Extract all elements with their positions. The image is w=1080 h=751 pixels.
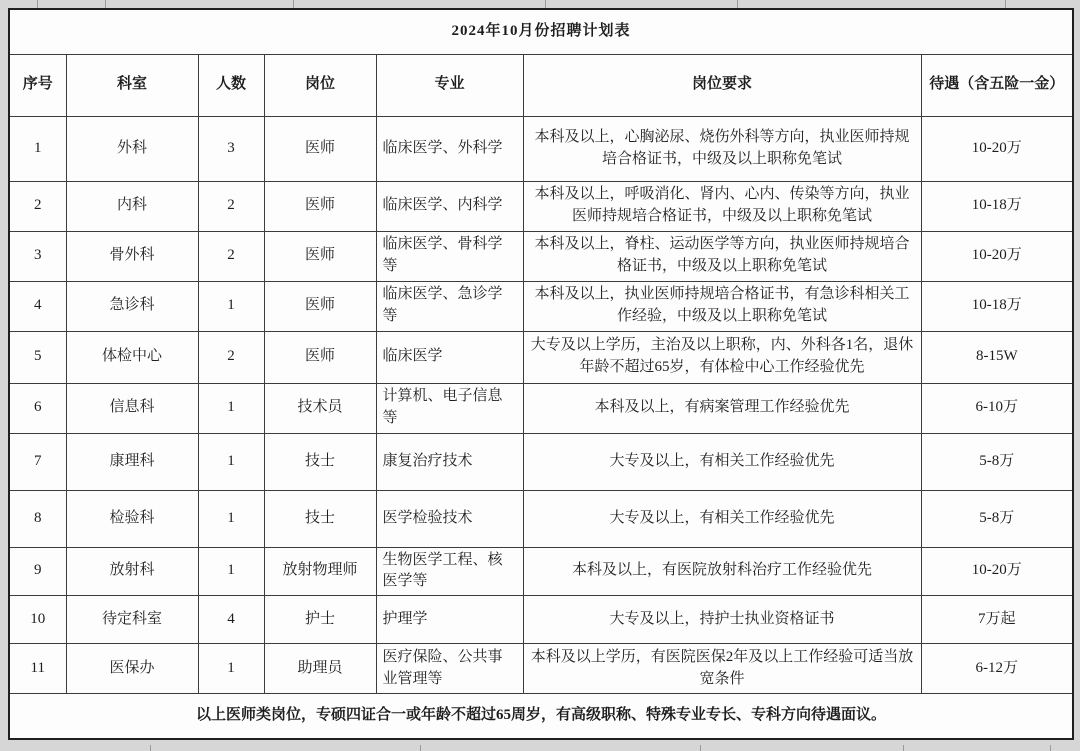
cell-position: 助理员	[264, 644, 376, 694]
cell-salary: 10-18万	[921, 181, 1073, 231]
gridline-stub	[150, 745, 151, 751]
cell-major: 医疗保险、公共事业管理等	[376, 644, 523, 694]
cell-dept: 急诊科	[66, 281, 198, 331]
table-row	[9, 116, 1073, 181]
cell-count: 4	[198, 596, 264, 644]
cell-dept: 医保办	[66, 644, 198, 694]
cell-position: 医师	[264, 281, 376, 331]
cell-count: 1	[198, 547, 264, 596]
gridline-stub	[1005, 0, 1006, 8]
cell-no: 11	[9, 644, 66, 694]
cell-position: 医师	[264, 116, 376, 181]
cell-position: 技士	[264, 490, 376, 547]
cell-position: 放射物理师	[264, 547, 376, 596]
cell-position: 医师	[264, 181, 376, 231]
column-header-salary: 待遇（含五险一金）	[921, 54, 1073, 116]
page-title: 2024年10月份招聘计划表	[9, 9, 1073, 54]
cell-requirements: 大专及以上，有相关工作经验优先	[523, 490, 921, 547]
cell-salary: 10-18万	[921, 281, 1073, 331]
cell-requirements: 大专及以上学历，主治及以上职称，内、外科各1名，退休年龄不超过65岁，有体检中心工作经验优先	[523, 331, 921, 383]
cell-count: 2	[198, 231, 264, 281]
gridline-stub	[37, 0, 38, 8]
cell-salary: 10-20万	[921, 547, 1073, 596]
table-row	[9, 433, 1073, 490]
cell-count: 3	[198, 116, 264, 181]
cell-count: 2	[198, 181, 264, 231]
gridline-stub	[420, 745, 421, 751]
cell-position: 护士	[264, 596, 376, 644]
cell-dept: 体检中心	[66, 331, 198, 383]
gridline-stub	[105, 0, 106, 8]
recruitment-plan-table	[8, 8, 1074, 740]
table-row	[9, 383, 1073, 433]
cell-dept: 骨外科	[66, 231, 198, 281]
table-row	[9, 644, 1073, 694]
cell-dept: 放射科	[66, 547, 198, 596]
cell-count: 1	[198, 383, 264, 433]
cell-requirements: 本科及以上学历，有医院医保2年及以上工作经验可适当放宽条件	[523, 644, 921, 694]
cell-salary: 7万起	[921, 596, 1073, 644]
cell-major: 临床医学、外科学	[376, 116, 523, 181]
cell-salary: 10-20万	[921, 116, 1073, 181]
cell-dept: 信息科	[66, 383, 198, 433]
table-row	[9, 490, 1073, 547]
footer-row	[9, 694, 1073, 739]
title-row	[9, 9, 1073, 54]
cell-salary: 10-20万	[921, 231, 1073, 281]
cell-position: 技士	[264, 433, 376, 490]
column-header-count: 人数	[198, 54, 264, 116]
cell-no: 10	[9, 596, 66, 644]
cell-dept: 内科	[66, 181, 198, 231]
cell-requirements: 本科及以上，心胸泌尿、烧伤外科等方向，执业医师持规培合格证书，中级及以上职称免笔试	[523, 116, 921, 181]
column-header-dept: 科室	[66, 54, 198, 116]
cell-dept: 外科	[66, 116, 198, 181]
cell-salary: 6-12万	[921, 644, 1073, 694]
cell-major: 临床医学、急诊学等	[376, 281, 523, 331]
cell-no: 4	[9, 281, 66, 331]
cell-count: 1	[198, 490, 264, 547]
cell-dept: 待定科室	[66, 596, 198, 644]
cell-dept: 检验科	[66, 490, 198, 547]
cell-count: 1	[198, 281, 264, 331]
cell-requirements: 本科及以上，脊柱、运动医学等方向，执业医师持规培合格证书，中级及以上职称免笔试	[523, 231, 921, 281]
table-row	[9, 547, 1073, 596]
cell-requirements: 大专及以上，有相关工作经验优先	[523, 433, 921, 490]
cell-requirements: 本科及以上，有医院放射科治疗工作经验优先	[523, 547, 921, 596]
cell-major: 临床医学	[376, 331, 523, 383]
cell-dept: 康理科	[66, 433, 198, 490]
column-header-requirements: 岗位要求	[523, 54, 921, 116]
gridline-stub	[700, 745, 701, 751]
cell-no: 9	[9, 547, 66, 596]
gridline-stub	[545, 0, 546, 8]
cell-count: 1	[198, 433, 264, 490]
cell-major: 临床医学、内科学	[376, 181, 523, 231]
header-row	[9, 54, 1073, 116]
table-row	[9, 331, 1073, 383]
cell-count: 1	[198, 644, 264, 694]
cell-requirements: 大专及以上，持护士执业资格证书	[523, 596, 921, 644]
cell-no: 2	[9, 181, 66, 231]
table-row	[9, 181, 1073, 231]
table-row	[9, 281, 1073, 331]
cell-requirements: 本科及以上，有病案管理工作经验优先	[523, 383, 921, 433]
cell-major: 计算机、电子信息等	[376, 383, 523, 433]
cell-major: 临床医学、骨科学等	[376, 231, 523, 281]
cell-no: 5	[9, 331, 66, 383]
cell-no: 6	[9, 383, 66, 433]
cell-position: 医师	[264, 231, 376, 281]
table-row	[9, 596, 1073, 644]
cell-major: 医学检验技术	[376, 490, 523, 547]
cell-no: 3	[9, 231, 66, 281]
cell-salary: 5-8万	[921, 490, 1073, 547]
cell-count: 2	[198, 331, 264, 383]
gridline-stub	[737, 0, 738, 8]
cell-requirements: 本科及以上，呼吸消化、肾内、心内、传染等方向，执业医师持规培合格证书，中级及以上职称免笔试	[523, 181, 921, 231]
cell-no: 1	[9, 116, 66, 181]
cell-salary: 5-8万	[921, 433, 1073, 490]
cell-salary: 8-15W	[921, 331, 1073, 383]
cell-major: 生物医学工程、核医学等	[376, 547, 523, 596]
column-header-major: 专业	[376, 54, 523, 116]
gridline-stub	[903, 745, 904, 751]
cell-no: 8	[9, 490, 66, 547]
footer-note: 以上医师类岗位，专硕四证合一或年龄不超过65周岁，有高级职称、特殊专业专长、专科方向待遇面议。	[9, 694, 1073, 739]
column-header-no: 序号	[9, 54, 66, 116]
cell-position: 医师	[264, 331, 376, 383]
cell-major: 康复治疗技术	[376, 433, 523, 490]
cell-no: 7	[9, 433, 66, 490]
table-row	[9, 231, 1073, 281]
gridline-stub	[293, 0, 294, 8]
column-header-position: 岗位	[264, 54, 376, 116]
cell-major: 护理学	[376, 596, 523, 644]
gridline-stub	[1050, 745, 1051, 751]
cell-requirements: 本科及以上，执业医师持规培合格证书，有急诊科相关工作经验，中级及以上职称免笔试	[523, 281, 921, 331]
cell-salary: 6-10万	[921, 383, 1073, 433]
cell-position: 技术员	[264, 383, 376, 433]
